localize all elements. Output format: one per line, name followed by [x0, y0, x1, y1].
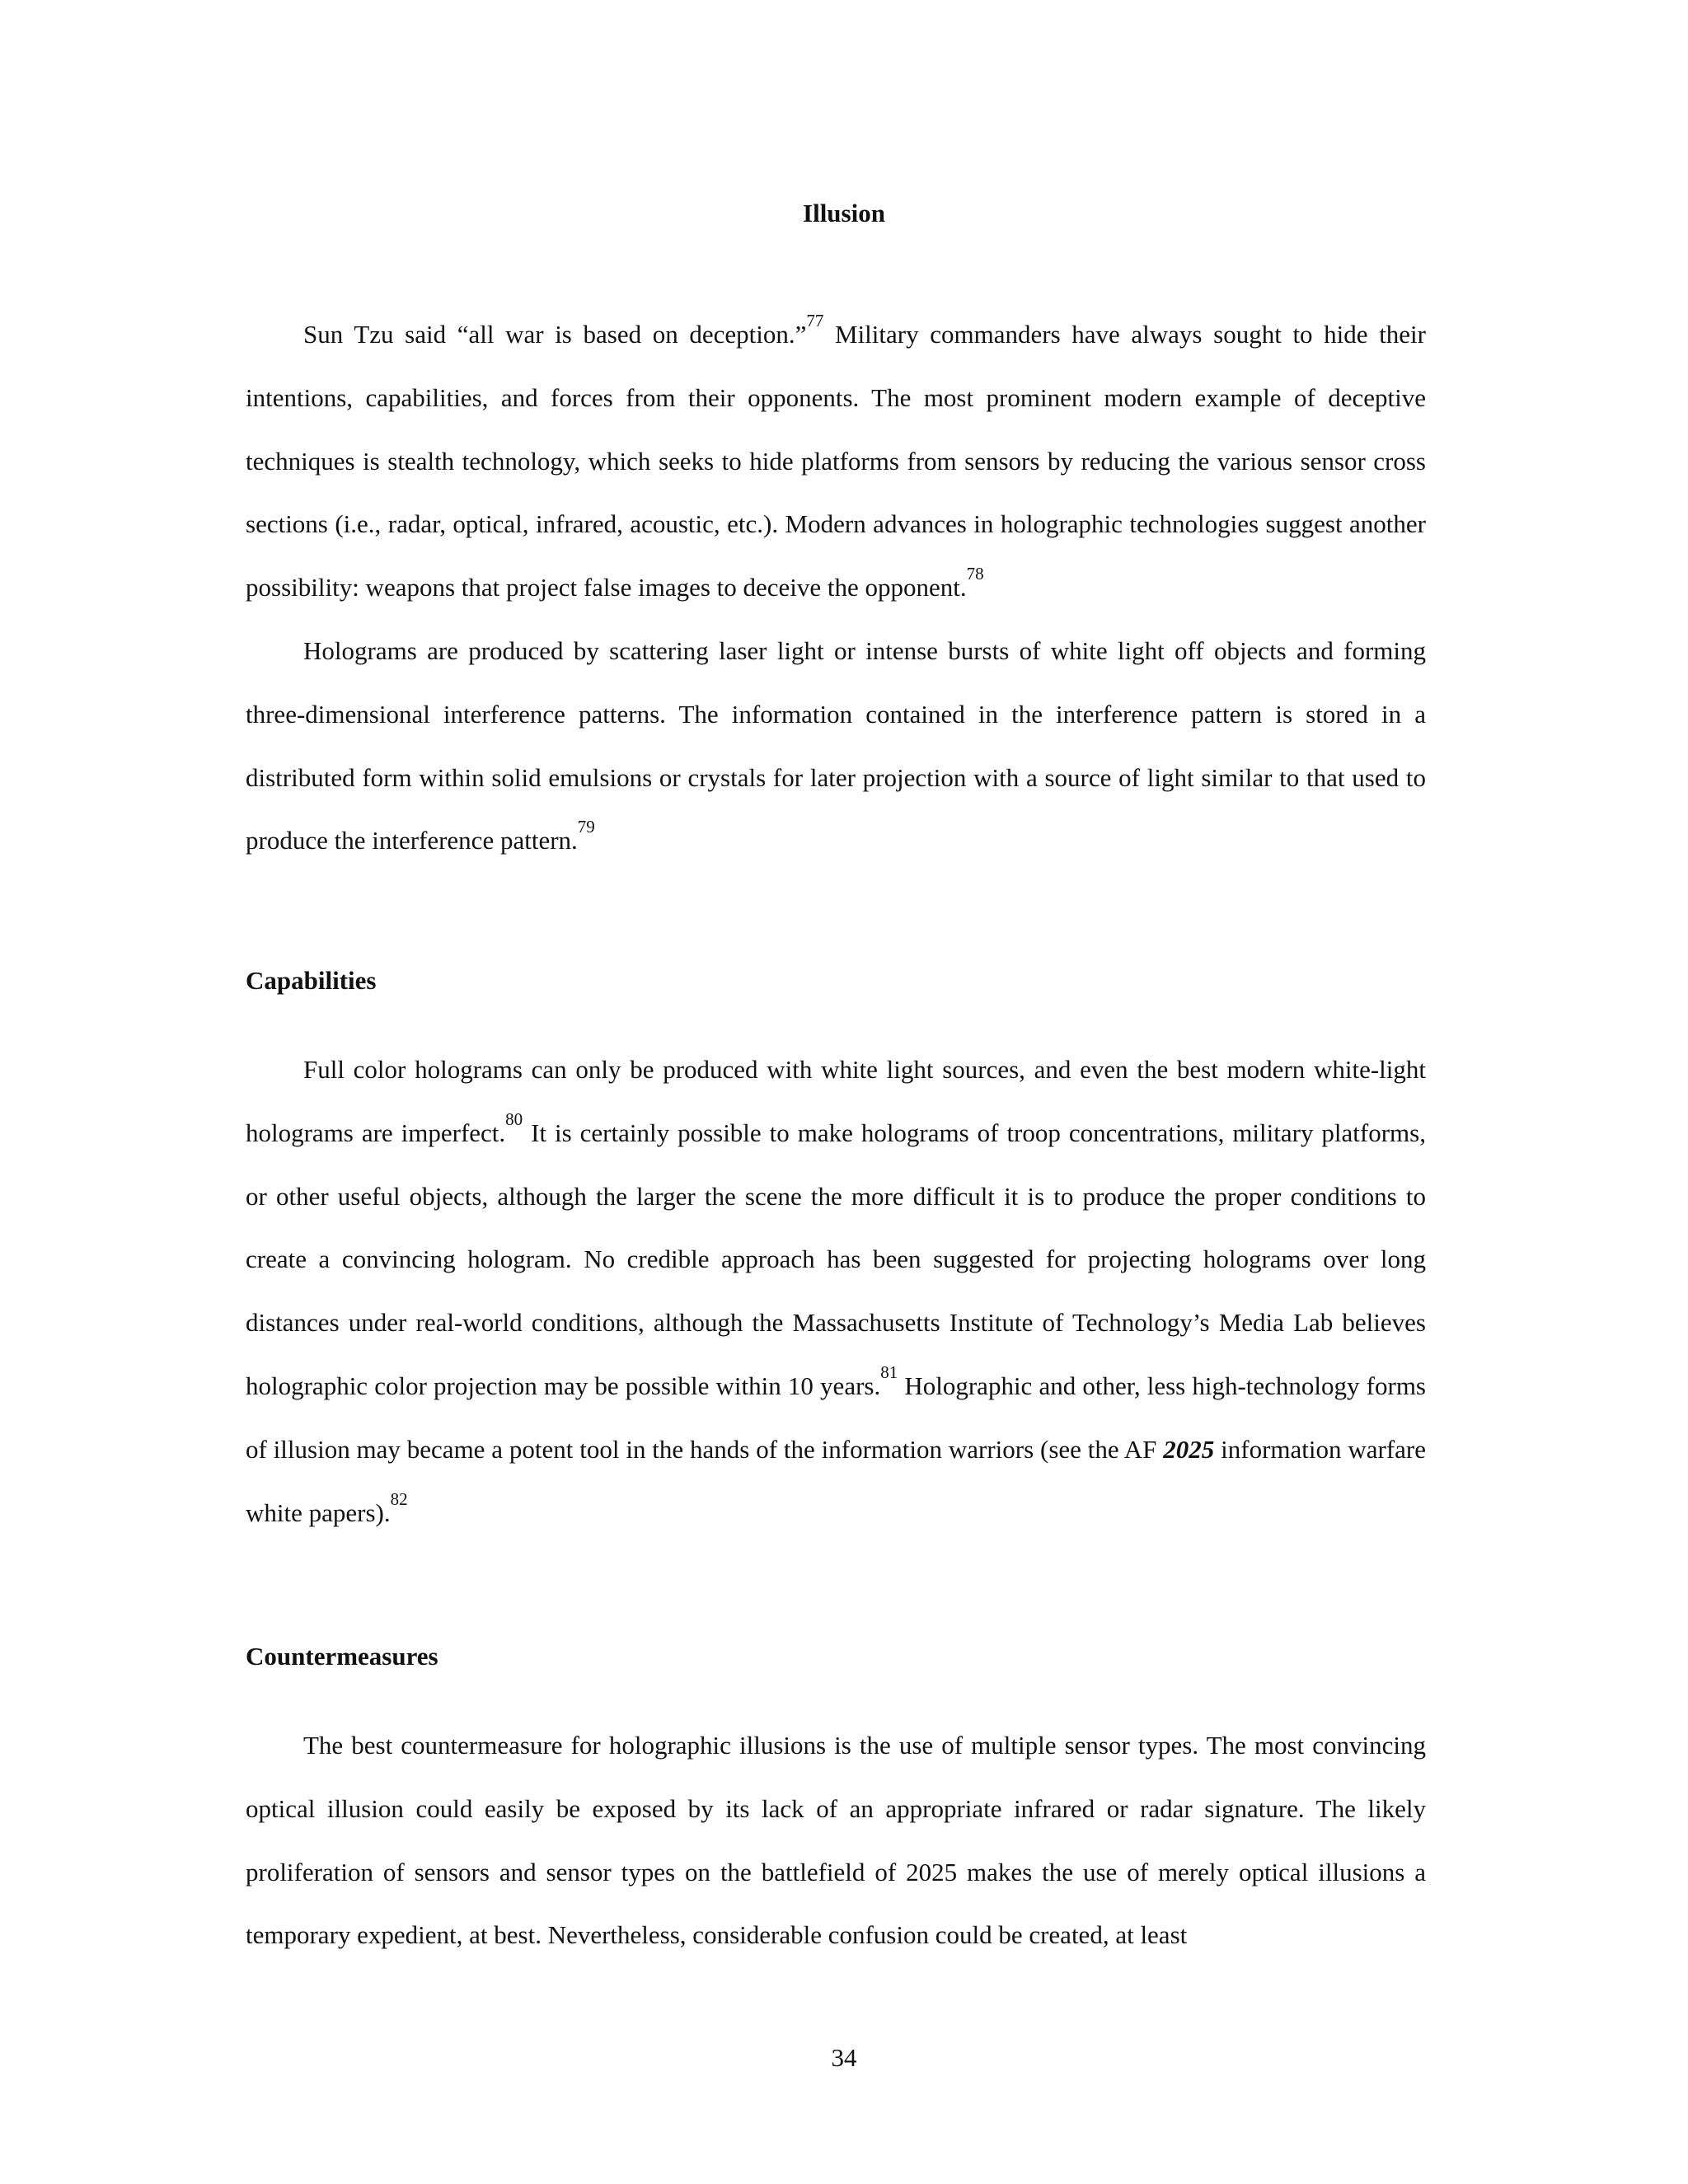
page-number: 34: [831, 2043, 857, 2072]
footnote-ref-80: 80: [505, 1108, 523, 1129]
paragraph-text: It is certainly possible to make holograms of troop concentrations, military platforms, or other useful objects, although the larger the scene the more difficult it is to produce the proper conditions to create a convincing hologram. No credible approach has been suggested for projecting holograms over long distances under real-world conditions, although the Massachusetts Institute of Technology’s Media Lab believes holographic color projection may be possible within 10 years.: [246, 1118, 1426, 1400]
paragraph-text: Holograms are produced by scattering laser light or intense bursts of white light off objects and forming three-dimensional interference patterns. The information contained in the interference pattern is stored in a distributed form within solid emulsions or crystals for later projection with a source of light similar to that used to produce the interference pattern.: [246, 636, 1426, 855]
heading-countermeasures: Countermeasures: [246, 1642, 438, 1671]
paragraph-capabilities: [246, 1038, 1426, 1544]
footnote-ref-78: 78: [966, 564, 984, 584]
footnote-ref-77: 77: [806, 311, 824, 331]
paragraph-text: Full color holograms can only be produced with white light sources, and even the best modern white-light holograms are imperfect.: [246, 1055, 1426, 1147]
footnote-ref-82: 82: [390, 1488, 408, 1509]
paragraph-holograms: [246, 620, 1426, 873]
footnote-ref-81: 81: [880, 1362, 898, 1383]
heading-capabilities: Capabilities: [246, 966, 377, 995]
paragraph-text: The best countermeasure for holographic illusions is the use of multiple sensor types. The most convincing optical illusion could easily be exposed by its lack of an appropriate infrared or radar signature. The likely proliferation of sensors and sensor types on the battlefield of 2025 makes the use of merely optical illusions a temporary expedient, at best. Nevertheless, considerable confusion could be created, at least: [246, 1731, 1426, 1950]
paragraph-text: Sun Tzu said “all war is based on deception.”: [303, 320, 807, 349]
section-title: Illusion: [803, 199, 885, 227]
year-2025: 2025: [1163, 1434, 1215, 1464]
paragraph-text: information warfare white papers).: [246, 1434, 1426, 1527]
paragraph-text: Holographic and other, less high-technology forms of illusion may became a potent tool in the hands of the information warriors (see the AF: [246, 1371, 1426, 1464]
paragraph-sun-tzu: [246, 303, 1426, 620]
paragraph-text: Military commanders have always sought to hide their intentions, capabilities, and forces from their opponents. The most prominent modern example of deceptive techniques is stealth technology, which seeks to hide platforms from sensors by reducing the various sensor cross sections (i.e., radar, optical, infrared, acoustic, etc.). Modern advances in holographic technologies suggest another possibility: weapons that project false images to deceive the opponent.: [246, 320, 1426, 602]
paragraph-countermeasures: [246, 1714, 1426, 1967]
footnote-ref-79: 79: [577, 817, 595, 837]
